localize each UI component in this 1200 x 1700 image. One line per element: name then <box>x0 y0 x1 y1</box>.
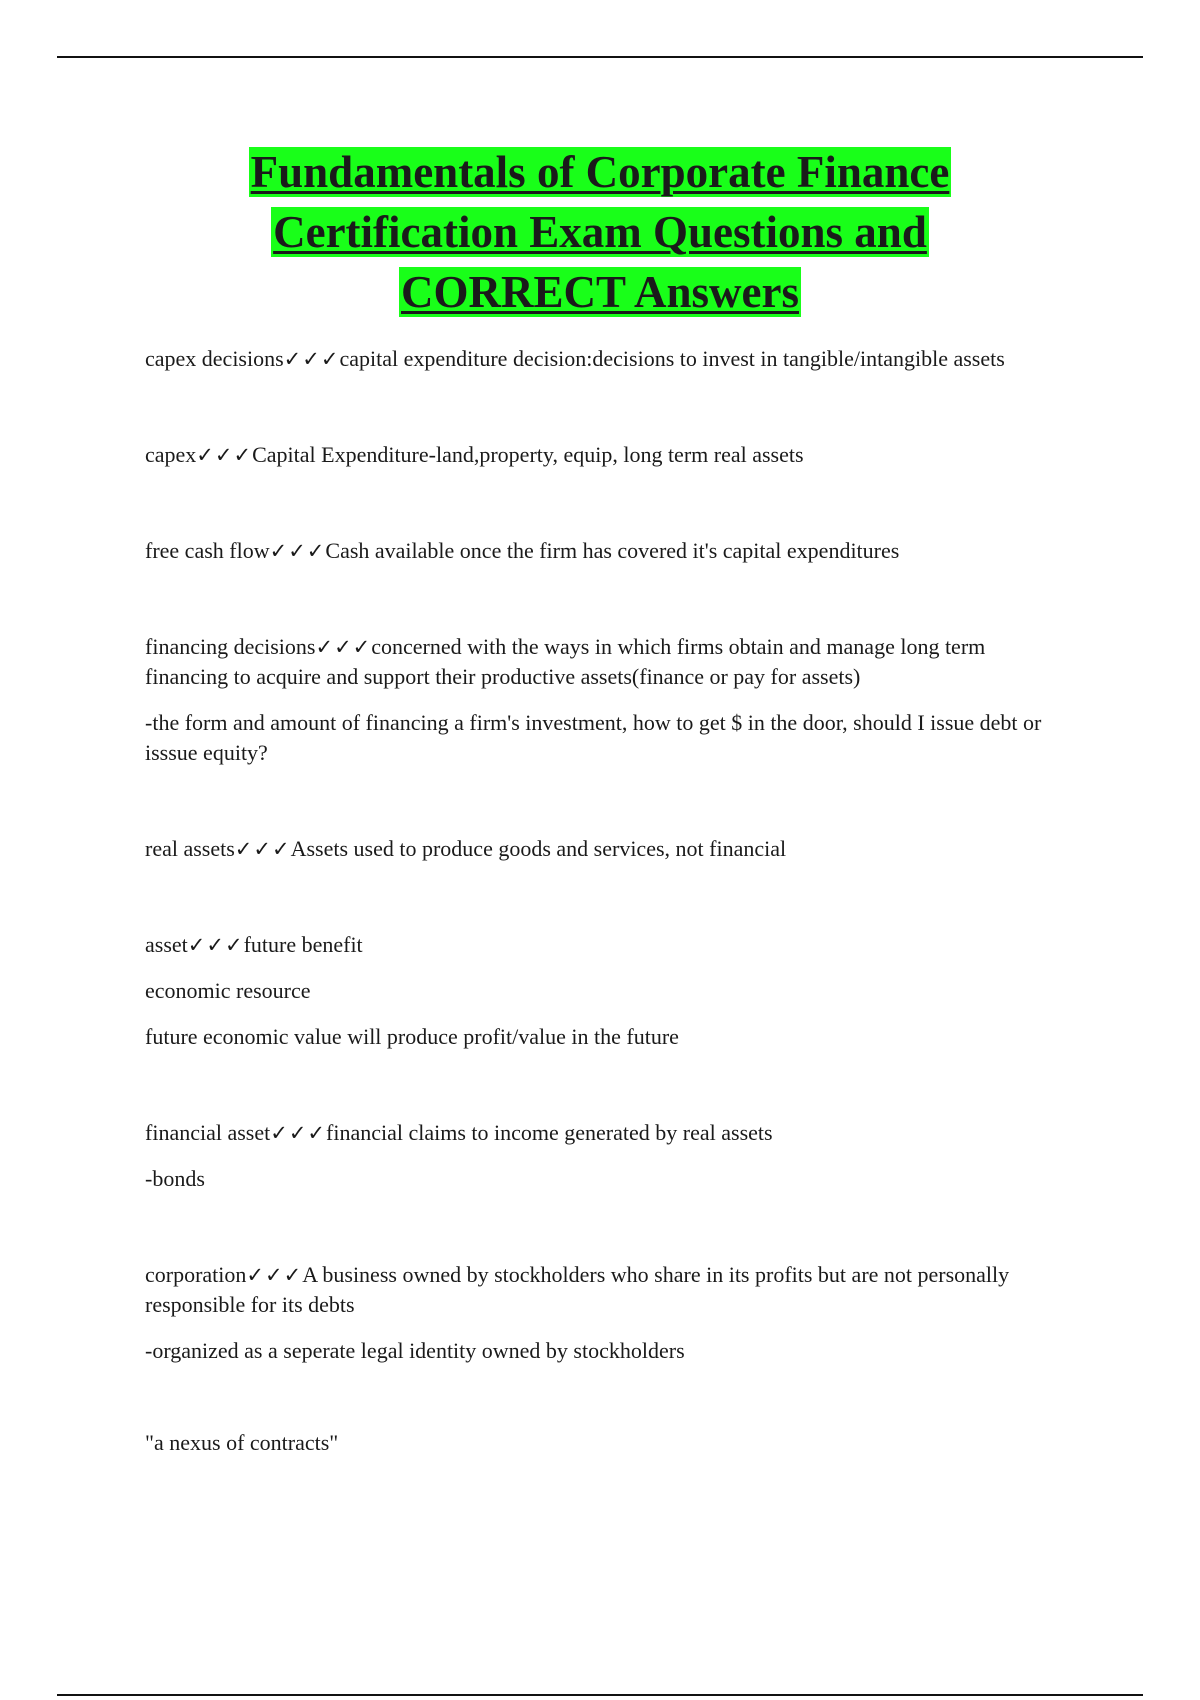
term: real assets <box>145 836 235 861</box>
qa-list <box>145 344 1045 1458</box>
check-marks-icon: ✓✓✓ <box>187 933 244 957</box>
qa-line: -organized as a seperate legal identity owned by stockholders <box>145 1338 685 1363</box>
answer-text: Assets used to produce goods and services, not financial <box>290 836 787 861</box>
answer-text: Cash available once the firm has covered it's capital expenditures <box>325 538 900 563</box>
qa-entry <box>145 344 1045 374</box>
term: free cash flow <box>145 538 270 563</box>
term: financial asset <box>145 1120 271 1145</box>
qa-entry <box>145 1260 1045 1366</box>
qa-line <box>145 632 1045 692</box>
qa-line: -the form and amount of financing a firm's investment, how to get $ in the door, should I issue debt or isssue equity? <box>145 710 1042 765</box>
qa-line <box>145 1260 1045 1320</box>
title-line-2: Certification Exam Questions and <box>273 207 927 257</box>
qa-line: -bonds <box>145 1166 205 1191</box>
title-line-1: Fundamentals of Corporate Finance <box>250 147 950 197</box>
term: capex decisions <box>145 346 284 371</box>
qa-entry <box>145 536 1045 566</box>
qa-line <box>145 930 1045 960</box>
qa-entry <box>145 834 1045 864</box>
check-marks-icon: ✓✓✓ <box>246 1263 303 1287</box>
qa-line <box>145 344 1045 374</box>
qa-line <box>145 1118 1045 1148</box>
qa-entry <box>145 632 1045 768</box>
bottom-rule <box>57 1694 1143 1696</box>
top-rule <box>57 56 1143 58</box>
answer-text: A business owned by stockholders who share in its profits but are not personally responsible for its debts <box>145 1262 1010 1317</box>
check-marks-icon: ✓✓✓ <box>196 443 253 467</box>
check-marks-icon: ✓✓✓ <box>283 347 340 371</box>
document-title <box>0 142 1200 322</box>
answer-text: future benefit <box>243 932 363 957</box>
term: asset <box>145 932 188 957</box>
answer-text: capital expenditure decision:decisions to invest in tangible/intangible assets <box>339 346 1005 371</box>
term: capex <box>145 442 197 467</box>
qa-entry <box>145 1118 1045 1194</box>
answer-text: concerned with the ways in which firms obtain and manage long term financing to acquire and support their productive assets(finance or pay for assets) <box>145 634 986 689</box>
qa-line <box>145 834 1045 864</box>
check-marks-icon: ✓✓✓ <box>234 837 291 861</box>
qa-line: economic resource <box>145 978 311 1003</box>
qa-line: future economic value will produce profit/value in the future <box>145 1024 679 1049</box>
check-marks-icon: ✓✓✓ <box>270 1121 327 1145</box>
qa-line <box>145 440 1045 470</box>
answer-text: Capital Expenditure-land,property, equip, long term real assets <box>252 442 804 467</box>
qa-entry <box>145 440 1045 470</box>
check-marks-icon: ✓✓✓ <box>315 635 372 659</box>
qa-line <box>145 536 1045 566</box>
check-marks-icon: ✓✓✓ <box>269 539 326 563</box>
qa-entry <box>145 1428 1045 1458</box>
term: corporation <box>145 1262 247 1287</box>
answer-text: financial claims to income generated by real assets <box>326 1120 773 1145</box>
trailing-text: "a nexus of contracts" <box>145 1430 339 1455</box>
qa-entry <box>145 930 1045 1052</box>
term: financing decisions <box>145 634 316 659</box>
title-line-3: CORRECT Answers <box>401 267 799 317</box>
